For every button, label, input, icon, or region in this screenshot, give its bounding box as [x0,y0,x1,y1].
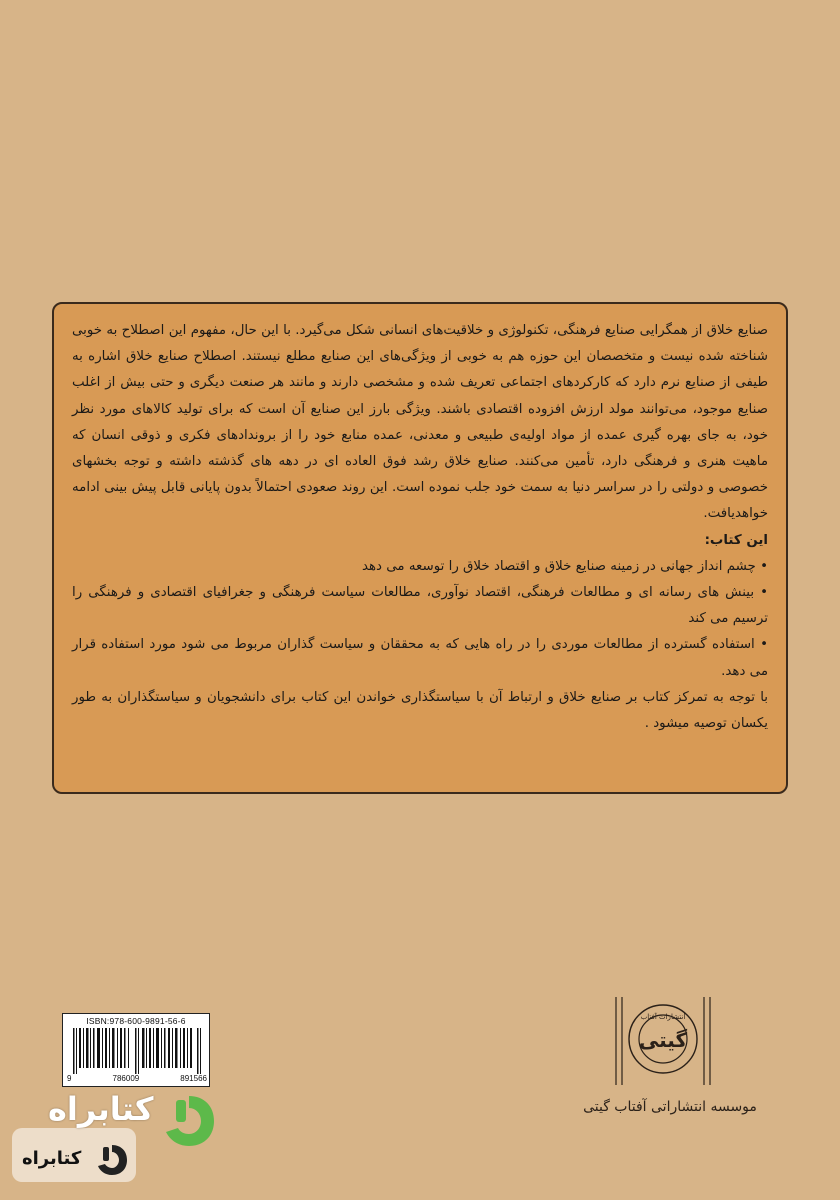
barcode-digits-right: 891566 [180,1074,207,1083]
blurb-intro: صنایع خلاق از همگرایی صنایع فرهنگی، تکنولوژی و خلاقیت‌های انسانی شکل می‌گیرد. با این حال، مفهوم این اصطلاح به خوبی شناخته شده نیست و متخصصان این حوزه هم به خوبی از ویژگی‌های این صنایع مطلع نیستند. اصطلاح صنایع خلاق اشاره به طیفی از صنایع نرم دارد که کارکردهای اجتماعی تعریف شده و مشخصی دارند و مانند هر صنعت دیگری و حتی بیش از اغلب صنایع موجود، می‌توانند مولد ارزش افزوده اقتصادی باشند. ویژگی بارز این صنایع آن است که برای تولید کالاهای مورد نظر خود، به جای بهره گیری عمده از مواد اولیه‌ی طبیعی و معدنی، عمده منابع خود را از بروندادهای فکری و ذوقی انسان که ماهیت هنری و فرهنگی دارد، تأمین می‌کنند. صنایع خلاق رشد فوق العاده ای در دهه های گذشته داشته و توجه بخشهای خصوصی و دولتی را در سراسر دنیا به سمت خود جلب نموده است. این روند صعودی احتمالاً بدون پایانی قابل پیش بینی ادامه خواهدیافت. [72,323,768,522]
blurb-heading: این کتاب: [704,532,768,548]
barcode-bars-icon [73,1028,203,1074]
blurb-closing: با توجه به تمرکز کتاب بر صنایع خلاق و ارتباط آن با سیاستگذاری خواندن این کتاب برای دانشجویان و سیاستگذاران به طور یکسان توصیه میشود . [72,689,768,732]
publisher-name: موسسه انتشاراتی آفتاب گیتی [583,1099,757,1115]
ketabrah-logo-icon [160,1092,218,1150]
isbn-label: ISBN:978-600-9891-56-6 [86,1016,186,1026]
blurb-bullet: • استفاده گسترده از مطالعات موردی را در راه هایی که به محققان و سیاست گذاران مربوط می شود مورد استفاده قرار می دهد. [72,637,768,679]
watermark-text-small: کتابراه [22,1148,82,1169]
barcode-digit-prefix: 9 [67,1074,72,1083]
ketabrah-watermark [8,1070,218,1198]
publisher-logo-icon [608,995,718,1087]
logo-main-text: گیتی [638,1028,688,1052]
barcode-digits-left: 786009 [112,1074,140,1083]
back-cover-blurb [52,302,788,794]
watermark-text-large: کتابراه [48,1090,154,1128]
blurb-bullet: • بینش های رسانه ای و مطالعات فرهنگی، اقتصاد نوآوری، مطالعات سیاست فرهنگی و جغرافیای اقتصادی و فرهنگی را ترسیم می کند [72,585,768,627]
ketabrah-small-logo-icon [94,1142,130,1178]
blurb-bullet: • چشم انداز جهانی در زمینه صنایع خلاق و اقتصاد خلاق را توسعه می دهد [361,558,768,574]
logo-top-text: انتشارات آفتاب [640,1013,686,1021]
